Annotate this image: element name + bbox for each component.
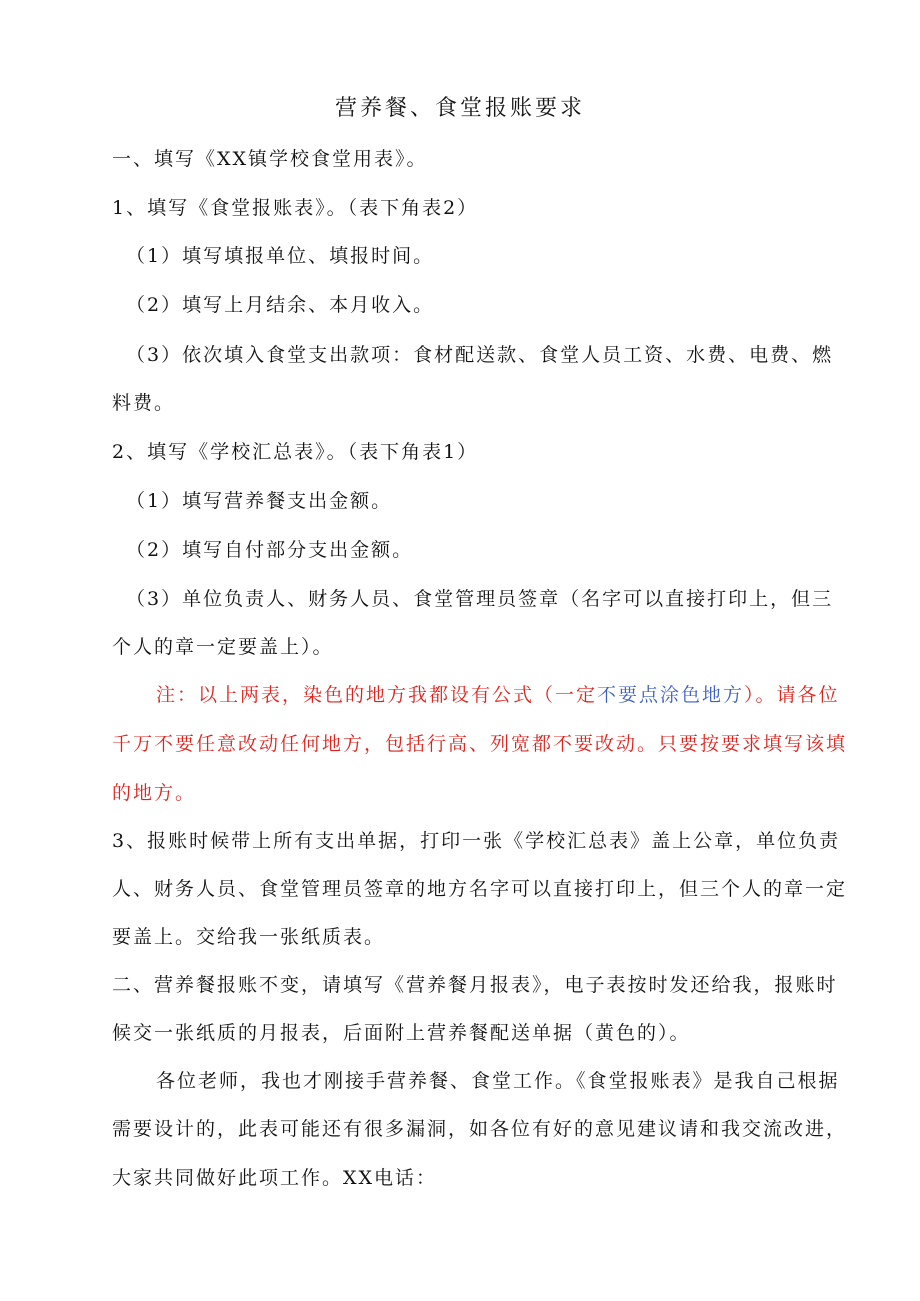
sub-item-1-3: （3）依次填入食堂支出款项：食材配送款、食堂人员工资、水费、电费、燃	[126, 344, 834, 366]
item-3-cont-2: 要盖上。交给我一张纸质表。	[112, 926, 386, 948]
item-3-cont-1: 人、财务人员、食堂管理员签章的地方名字可以直接打印上，但三个人的章一定	[112, 878, 848, 900]
section-heading-2: 二、营养餐报账不变，请填写《营养餐月报表》，电子表按时发还给我，报账时	[112, 974, 838, 996]
sub-item-2-3: （3）单位负责人、财务人员、食堂管理员签章（名字可以直接打印上，但三	[126, 588, 834, 610]
closing-line-2: 需要设计的，此表可能还有很多漏洞，如各位有好的意见建议请和我交流改进，	[112, 1118, 848, 1140]
sub-item-1-1: （1）填写填报单位、填报时间。	[126, 245, 435, 267]
section-2-cont: 候交一张纸质的月报表，后面附上营养餐配送单据（黄色的）。	[112, 1022, 691, 1044]
closing-line-1: 各位老师，我也才刚接手营养餐、食堂工作。《食堂报账表》是我自己根据	[156, 1070, 840, 1092]
sub-item-2-1: （1）填写营养餐支出金额。	[126, 490, 393, 512]
note-line-3: 的地方。	[112, 782, 197, 804]
item-heading-3: 3、报账时候带上所有支出单据，打印一张《学校汇总表》盖上公章，单位负责	[112, 830, 841, 852]
note-line-2: 千万不要任意改动任何地方，包括行高、列宽都不要改动。只要按要求填写该填	[112, 733, 848, 755]
sub-item-2-2: （2）填写自付部分支出金额。	[126, 539, 414, 561]
item-heading-2: 2、填写《学校汇总表》。（表下角表1）	[112, 441, 479, 463]
note-blue-text: 不要点涂色地方	[597, 684, 745, 706]
closing-line-3: 大家共同做好此项工作。XX电话：	[112, 1167, 438, 1189]
item-heading-1: 1、填写《食堂报账表》。（表下角表2）	[112, 197, 479, 219]
sub-item-2-3-cont: 个人的章一定要盖上）。	[112, 636, 334, 658]
sub-item-1-2: （2）填写上月结余、本月收入。	[126, 294, 435, 316]
sub-item-1-3-cont: 料费。	[112, 392, 176, 414]
document-title: 营养餐、食堂报账要求	[334, 96, 585, 121]
section-heading-1: 一、填写《XX镇学校食堂用表》。	[112, 148, 428, 170]
note-red-text-end: ）。请各位	[744, 684, 840, 706]
note-red-text: 注：以上两表，染色的地方我都设有公式（一定	[156, 684, 598, 706]
note-line-1	[156, 680, 840, 710]
